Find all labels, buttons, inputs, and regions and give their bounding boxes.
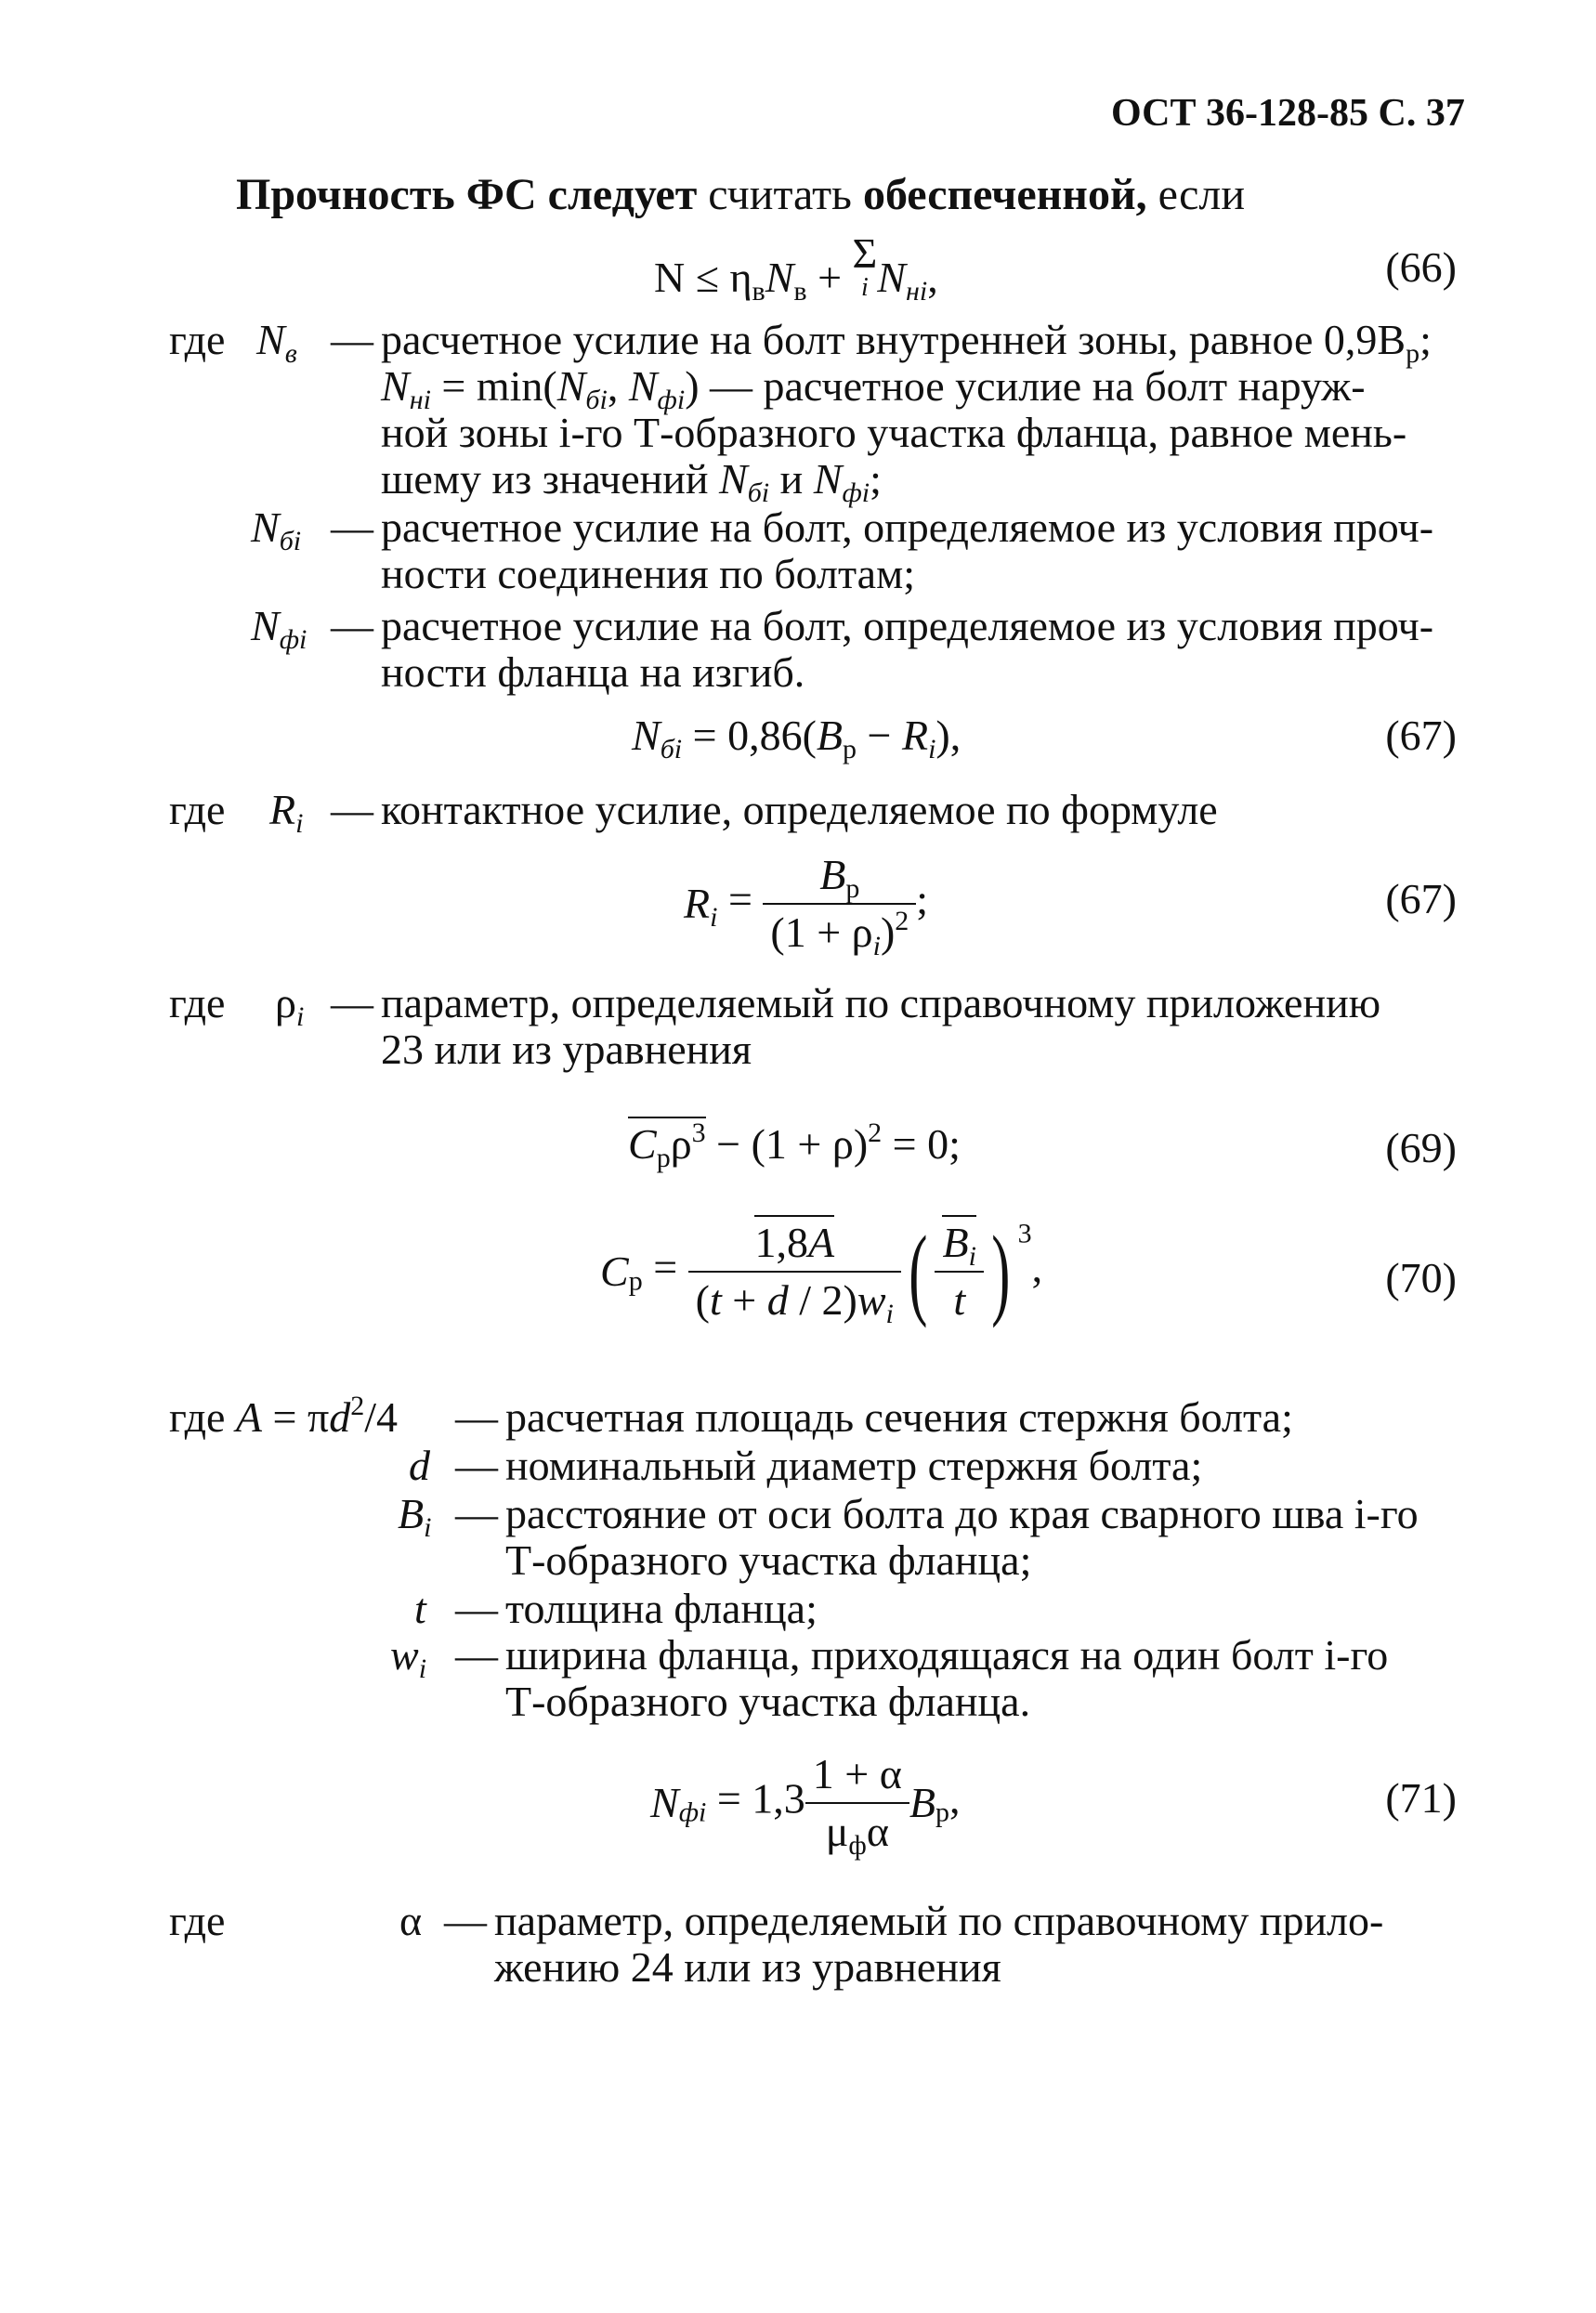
page-header: ОСТ 36-128-85 С. 37 xyxy=(1111,92,1465,135)
fraction-alpha: $\frac{1 + \alpha}{\mu_ф\alpha}$ xyxy=(805,1750,909,1856)
def-Nfi-line2: ности фланца на изгиб. xyxy=(381,648,805,696)
dash-Nv: — xyxy=(331,316,373,363)
def-Nni-line1: $N_{нi} = \min(N_{бi}$, $N_{фi}$) — расчетное усилие на болт наруж- xyxy=(381,362,1366,415)
def-wi-line2: Т-образного участка фланца. xyxy=(505,1678,1031,1725)
def-Nni-line2: ной зоны i-го Т-образного участка фланца, равное мень- xyxy=(381,409,1407,456)
equation-number-67a: (67) xyxy=(1385,712,1457,759)
def-rho-line1: параметр, определяемый по справочному приложению xyxy=(381,979,1381,1026)
dash-Nfi: — xyxy=(331,602,373,649)
formula-71: $N_{фi} = 1,3$ $\frac{1 + \alpha}{\mu_ф\alpha}$ $B_р$, xyxy=(650,1750,961,1861)
def-Nv: расчетное усилие на болт внутренней зоны, равное $0,9B_р$; xyxy=(381,316,1432,369)
def-Ri: контактное усилие, определяемое по формуле xyxy=(381,786,1218,833)
def-wi-line1: ширина фланца, приходящаяся на один болт i-го xyxy=(505,1631,1389,1679)
equation-number-70: (70) xyxy=(1385,1254,1457,1301)
def-Nbi-line1: расчетное усилие на болт, определяемое из условия проч- xyxy=(381,503,1434,551)
dash-rho: — xyxy=(331,979,373,1026)
symbol-alpha: α xyxy=(399,1897,423,1944)
symbol-rho: $\rho_i$ xyxy=(275,979,305,1032)
where-label-5: где xyxy=(169,1897,226,1944)
formula-67a: $N_{бi} = 0,86(B_р - R_i)$, xyxy=(632,712,962,764)
dash-Bi: — xyxy=(455,1490,498,1537)
symbol-Nfi: $N_{фi}$ xyxy=(251,602,307,655)
intro-text: считать xyxy=(697,170,863,219)
def-rho-line2: 23 или из уравнения xyxy=(381,1026,752,1073)
def-Bi-line1: расстояние от оси болта до края сварного шва i-го xyxy=(505,1490,1419,1537)
def-A-symbol: где $A = \pi d^2/4$ xyxy=(169,1391,398,1441)
def-d: номинальный диаметр стержня болта; xyxy=(505,1442,1203,1489)
def-Nni-line3: шему из значений $N_{бi}$ и $N_{фi}$; xyxy=(381,455,882,508)
where-label-1: где xyxy=(169,316,226,363)
equation-number-71: (71) xyxy=(1385,1774,1457,1822)
def-alpha-line2: жению 24 или из уравнения xyxy=(494,1943,1001,1991)
def-t: толщина фланца; xyxy=(505,1585,818,1632)
def-A: расчетная площадь сечения стержня болта; xyxy=(505,1393,1293,1441)
fraction-Cp: $\frac{1,8A}{(t + d / 2)w_i}$ xyxy=(688,1219,901,1325)
formula-66: $N \le \eta_вN_в + \Sigma$ i $N_{нi}$, xyxy=(654,229,938,307)
dash-d: — xyxy=(455,1442,498,1489)
def-Nbi-line2: ности соединения по болтам; xyxy=(381,550,915,597)
dash-wi: — xyxy=(455,1631,498,1679)
formula-70: $C_р$ = $\frac{1,8A}{(t + d / 2)w_i}$ ( $\frac{B_i}{t}$ ) $^3$, xyxy=(600,1215,1043,1329)
equation-number-66: (66) xyxy=(1385,243,1457,291)
fraction-Bi-t: $\frac{B_i}{t}$ xyxy=(935,1219,983,1325)
where-label-3: где xyxy=(169,979,226,1026)
equation-number-69: (69) xyxy=(1385,1124,1457,1171)
equation-number-67b: (67) xyxy=(1385,875,1457,922)
formula-67b: $R_i$ = $\frac{B_р}{(1 + \rho_i)^2}$ ; xyxy=(684,851,929,961)
symbol-wi: $w_i$ xyxy=(390,1631,427,1684)
symbol-Nv: $N_в$ xyxy=(256,316,297,369)
symbol-Ri: $R_i$ xyxy=(269,786,304,839)
intro-bold2: обеспеченной, xyxy=(862,170,1147,219)
symbol-Nbi: $N_{бi}$ xyxy=(251,503,302,556)
intro-text2: если xyxy=(1146,170,1246,219)
dash-Ri: — xyxy=(331,786,373,833)
formula-69: $C_р\rho^3 - (1 + \rho)^2 = 0$; xyxy=(628,1117,961,1173)
where-label-2: где xyxy=(169,786,226,833)
def-Bi-line2: Т-образного участка фланца; xyxy=(505,1536,1032,1584)
def-alpha-line1: параметр, определяемый по справочному прило- xyxy=(494,1897,1384,1944)
dash-alpha: — xyxy=(444,1897,487,1944)
symbol-t: t xyxy=(414,1585,426,1632)
def-Nfi-line1: расчетное усилие на болт, определяемое из условия проч- xyxy=(381,602,1434,649)
fraction-Ri: $\frac{B_р}{(1 + \rho_i)^2}$ xyxy=(763,851,916,957)
symbol-Bi: $B_i$ xyxy=(398,1490,432,1543)
intro-line xyxy=(236,171,1245,219)
dash-t: — xyxy=(455,1585,498,1632)
dash-A: — xyxy=(455,1393,498,1441)
dash-Nbi: — xyxy=(331,503,373,551)
symbol-d: d xyxy=(409,1442,430,1489)
intro-bold: Прочность ФС следует xyxy=(236,170,698,219)
